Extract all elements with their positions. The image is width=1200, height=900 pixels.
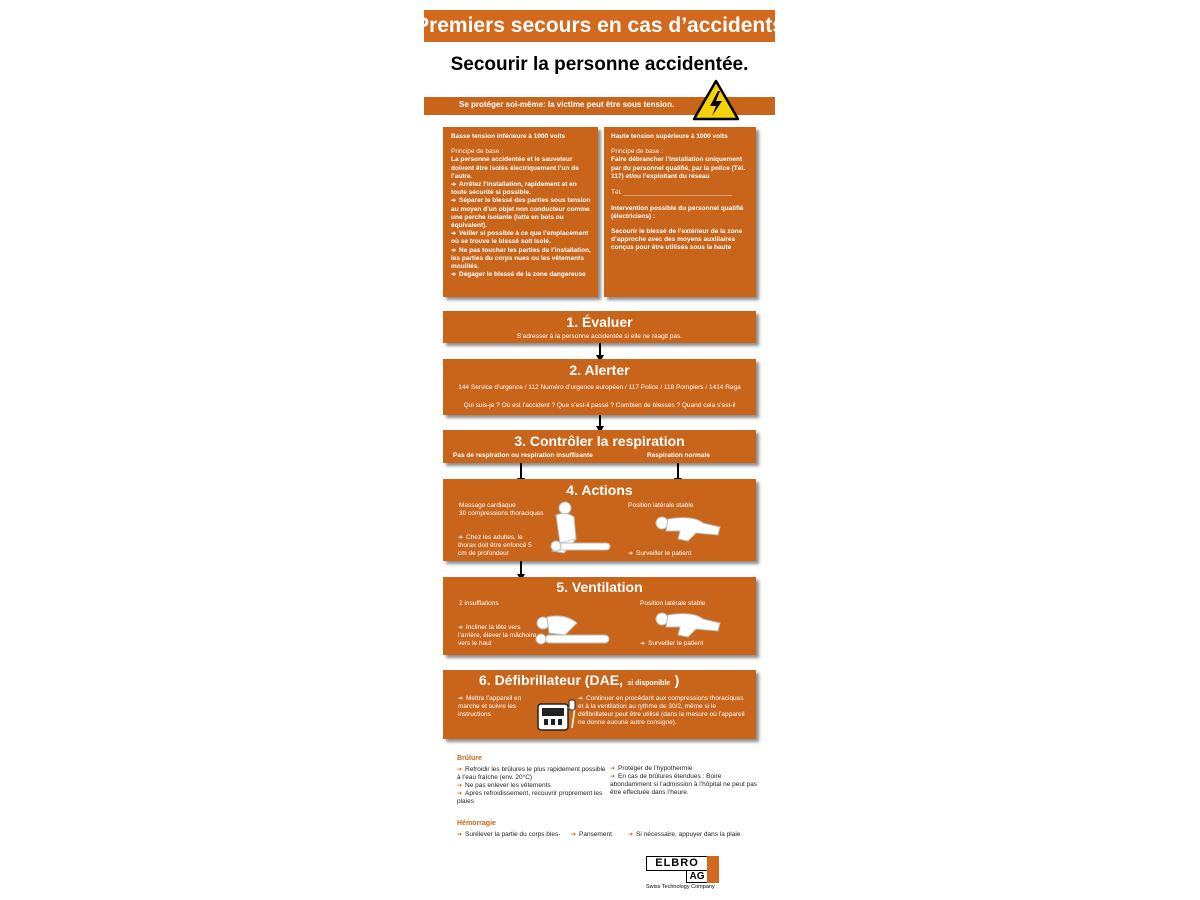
step-breathing-right: Respiration normale <box>647 452 710 459</box>
step-alert-questions: Qui suis-je ? Où est l’accident ? Que s’est-il passé ? Combien de blessés ? Quand cela s’est-il <box>463 402 736 409</box>
burn-heading: Brûlure <box>457 755 482 762</box>
cpr-figure-icon <box>538 499 613 557</box>
high-voltage-text3: Secourir le blessé de l’extérieur de la zone d’approche avec des moyens auxiliaires conçus pour être utilisés sous la haute <box>611 227 743 252</box>
defibrillator-right-bullet: ➔ Continuer en procédant aux compressions thoraciques et à la ventilation au rythme de 30/2, même si le défibrillateur peut être utilisé (dans la mesure où l’appareil ne donne aucune autre consigne). <box>578 695 748 727</box>
step-defibrillator-panel <box>443 670 756 739</box>
step-alert-title: 2. Alerter <box>569 362 630 378</box>
recovery-position-figure-icon <box>648 609 723 639</box>
step-defibrillator-title <box>479 672 679 690</box>
step-defibrillator-title-main: 6. Défibrillateur (DAE, <box>479 672 623 688</box>
ventilation-label: 2 insufflations <box>459 600 499 607</box>
cpr-label-2: 30 compressions thoraciques <box>459 510 544 517</box>
step-defibrillator-title-small: si disponible <box>627 680 671 687</box>
low-voltage-heading: Basse tension inférieure à 1000 volts <box>451 133 566 140</box>
burn-item: ➔ Après refroidissement, recouvrir proprement les plaies <box>457 790 607 806</box>
logo-tagline: Swiss Technology Company <box>646 884 715 890</box>
high-voltage-heading: Haute tension supérieure à 1000 volts <box>611 133 728 140</box>
step-breathing-title: 3. Contrôler la respiration <box>514 433 685 449</box>
step-alert-numbers: 144 Service d’urgence / 112 Numéro d’urgence européen / 117 Police / 118 Pompiers / 1414 Rega <box>458 384 741 391</box>
logo-orange-block <box>707 856 719 883</box>
warning-text: Se protéger soi-même: la victime peut être sous tension. <box>459 100 675 109</box>
poster-title: Premiers secours en cas d’accidents <box>424 10 775 42</box>
arrow-down-icon <box>520 561 522 575</box>
high-voltage-text2: Intervention possible du personnel qualifié (électriciens) : <box>611 205 744 221</box>
defibrillator-icon <box>536 698 578 734</box>
low-voltage-bullet: ➔ Veiller si possible à ce que l’emplacement où se trouve le blessé soit isolé. <box>451 230 594 246</box>
high-voltage-text1: Faire débrancher l’installation uniquement par du personnel qualifié, par la police (Tél. 117) et/ou l’exploitant du réseau <box>611 156 745 180</box>
defibrillator-left-bullet: ➔ Mettre l’appareil en marche et suivre les instructions <box>458 695 538 719</box>
step-alert-panel <box>443 359 756 415</box>
burn-right-list <box>610 765 758 797</box>
hemorrhage-item: ➔ Si nécessaire, appuyer dans la plaie <box>628 831 740 839</box>
low-voltage-panel <box>443 127 598 297</box>
low-voltage-bullet: ➔ Ne pas toucher les parties de l’installation, les parties du corps nues ou les vêtements mouillés. <box>451 247 594 272</box>
ventilation-figure-icon <box>525 613 611 649</box>
hemorrhage-heading: Hémorragie <box>457 820 496 827</box>
step-evaluate-text: S’adresser à la personne accidentée si elle ne réagit pas. <box>516 333 683 340</box>
high-voltage-principle: Principe de base : <box>611 148 664 156</box>
recovery-label: Position latérale stable <box>628 502 694 509</box>
recovery-position-figure-icon <box>648 513 723 543</box>
high-voltage-tel: Tél. ______________________________ <box>611 189 733 197</box>
step-breathing-panel <box>443 430 756 463</box>
burn-left-list <box>457 766 607 806</box>
logo-line1: ELBRO <box>646 856 708 871</box>
recovery-bullet: ➔ Surveiller le patient <box>628 550 691 557</box>
step-ventilation-title: 5. Ventilation <box>556 579 643 595</box>
arrow-down-icon <box>520 463 522 479</box>
poster-subtitle: Secourir la personne accidentée. <box>450 54 749 75</box>
recovery-label-2: Position latérale stable <box>640 600 706 607</box>
cpr-label: Massage cardiaque <box>459 502 516 509</box>
step-evaluate-panel <box>443 311 756 343</box>
burn-item: ➔ En cas de brûlures étendues : Boire abondamment si l’admission à l’hôpital ne peut pas être effectuée dans l’heure. <box>610 773 758 797</box>
lightning-warning-icon <box>692 79 740 121</box>
recovery-bullet-2: ➔ Surveiller le patient <box>640 640 703 647</box>
cpr-bullet: ➔ Chez les adultes, le thorax doit être enfoncé 5 cm de profondeur <box>458 534 540 558</box>
burn-item: ➔ Refroidir les brûlures le plus rapidement possible à l’eau fraîche (env. 20°C) <box>457 766 607 782</box>
burn-item: ➔ Protéger de l’hypothermie <box>610 765 758 773</box>
step-ventilation-panel <box>443 577 756 655</box>
low-voltage-bullet: ➔ Dégager le blessé de la zone dangereuse <box>451 271 594 279</box>
hemorrhage-item: ➔ Pansement <box>571 831 612 839</box>
low-voltage-principle: Principe de base : <box>451 148 504 156</box>
step-evaluate-title: 1. Évaluer <box>566 314 633 330</box>
burn-item: ➔ Ne pas enlever les vêtements <box>457 782 607 790</box>
high-voltage-panel <box>604 127 756 297</box>
hemorrhage-item: ➔ Surélever la partie du corps bles- <box>457 831 560 839</box>
low-voltage-bullet: ➔ Séparer le blessé des parties sous tension au moyen d’un objet non conducteur comme une perche isolante (latte en bois ou équivalent). <box>451 197 594 230</box>
company-logo <box>646 856 721 892</box>
step-actions-panel <box>443 479 756 561</box>
step-defibrillator-title-close: ) <box>674 672 680 688</box>
low-voltage-bullet: ➔ Arrêtez l’installation, rapidement et en toute sécurité si possible. <box>451 181 594 197</box>
low-voltage-intro: La personne accidentée et le sauveteur doivent être isolés électriquement l’un de l’autre. <box>451 156 579 180</box>
step-breathing-left: Pas de respiration ou respiration insuffisante <box>453 452 593 459</box>
arrow-down-icon <box>677 463 679 479</box>
logo-line2: AG <box>686 870 708 883</box>
step-actions-title: 4. Actions <box>566 482 633 498</box>
ventilation-bullet: ➔ Incliner la tête vers l’arrière, élever la mâchoire vers le haut <box>458 624 540 648</box>
